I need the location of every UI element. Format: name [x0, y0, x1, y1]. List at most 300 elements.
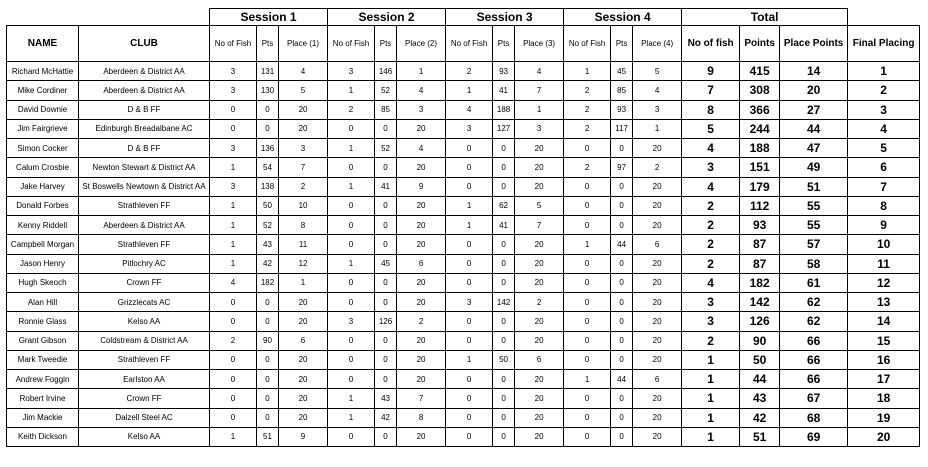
total-fish-cell: 1	[682, 350, 740, 369]
total-points-cell: 51	[740, 427, 780, 446]
total-points-cell: 87	[740, 254, 780, 273]
s3-place-cell: 20	[515, 331, 564, 350]
place-points-cell: 61	[780, 273, 848, 292]
session-4-header: Session 4	[564, 9, 682, 26]
s3-pts-cell: 0	[493, 177, 515, 196]
s2-place-cell: 3	[397, 100, 446, 119]
s1-fish-cell: 1	[210, 254, 257, 273]
final-placing-cell: 10	[848, 235, 920, 254]
total-header: Total	[682, 9, 848, 26]
s3-fish-cell: 0	[446, 389, 493, 408]
place-points-cell: 68	[780, 408, 848, 427]
s1-pts-cell: 0	[257, 408, 279, 427]
s2-place-cell: 7	[397, 389, 446, 408]
s1-fish-cell: 0	[210, 350, 257, 369]
total-fish-cell: 1	[682, 389, 740, 408]
s4-place-cell: 20	[633, 312, 682, 331]
s4-place-cell: 20	[633, 216, 682, 235]
s1-pts-cell: 0	[257, 370, 279, 389]
s2-fish-cell: 3	[328, 312, 375, 331]
club-name: Strathleven FF	[79, 196, 210, 215]
table-row	[7, 177, 920, 196]
table-row	[7, 350, 920, 369]
s3-pts-cell: 188	[493, 100, 515, 119]
s4-fish-cell: 2	[564, 81, 611, 100]
total-fish-cell: 2	[682, 254, 740, 273]
s1-fish-cell: 3	[210, 177, 257, 196]
total-fish-cell: 1	[682, 427, 740, 446]
s1-place-cell: 20	[279, 119, 328, 138]
club-header: CLUB	[79, 26, 210, 62]
club-name: Crown FF	[79, 273, 210, 292]
total-fish-cell: 2	[682, 331, 740, 350]
s2-fish-cell: 0	[328, 216, 375, 235]
s2-fish-cell: 0	[328, 427, 375, 446]
s2-pts-cell: 45	[375, 254, 397, 273]
total-points-header: Points	[740, 26, 780, 62]
s3-place-cell: 5	[515, 196, 564, 215]
total-fish-cell: 4	[682, 139, 740, 158]
s3-fish-cell: 0	[446, 235, 493, 254]
s3-pts-cell: 0	[493, 158, 515, 177]
s2-place-cell: 8	[397, 408, 446, 427]
session-1-header: Session 1	[210, 9, 328, 26]
club-name: Aberdeen & District AA	[79, 216, 210, 235]
s2-pts-cell: 0	[375, 158, 397, 177]
s2-pts-cell: 52	[375, 81, 397, 100]
total-fish-cell: 5	[682, 119, 740, 138]
final-placing-cell: 14	[848, 312, 920, 331]
s3-fish-cell: 0	[446, 177, 493, 196]
table-row	[7, 139, 920, 158]
s2-place-cell: 20	[397, 370, 446, 389]
s3-fish-cell: 0	[446, 312, 493, 331]
s2-fish-header: No of Fish	[328, 26, 375, 62]
club-name: Grizzlecats AC	[79, 293, 210, 312]
angler-name: Andrew Foggin	[7, 370, 79, 389]
s2-fish-cell: 0	[328, 196, 375, 215]
s4-fish-cell: 0	[564, 408, 611, 427]
s1-place-cell: 1	[279, 273, 328, 292]
s4-fish-cell: 0	[564, 427, 611, 446]
s4-place-cell: 20	[633, 196, 682, 215]
place-points-cell: 67	[780, 389, 848, 408]
total-points-cell: 188	[740, 139, 780, 158]
s3-place-cell: 20	[515, 370, 564, 389]
s3-pts-cell: 0	[493, 235, 515, 254]
s3-fish-cell: 0	[446, 254, 493, 273]
s4-place-cell: 4	[633, 81, 682, 100]
s4-fish-cell: 2	[564, 100, 611, 119]
angler-name: Alan Hill	[7, 293, 79, 312]
s3-fish-cell: 0	[446, 331, 493, 350]
s2-fish-cell: 1	[328, 389, 375, 408]
s4-pts-cell: 117	[611, 119, 633, 138]
table-row	[7, 331, 920, 350]
s4-fish-cell: 0	[564, 350, 611, 369]
total-points-cell: 93	[740, 216, 780, 235]
table-row	[7, 119, 920, 138]
s3-fish-cell: 1	[446, 216, 493, 235]
s2-pts-cell: 0	[375, 370, 397, 389]
s4-pts-cell: 0	[611, 254, 633, 273]
s4-pts-cell: 0	[611, 427, 633, 446]
place-points-cell: 55	[780, 196, 848, 215]
s4-pts-cell: 97	[611, 158, 633, 177]
club-name: Aberdeen & District AA	[79, 62, 210, 81]
total-fish-cell: 4	[682, 177, 740, 196]
s4-place-cell: 20	[633, 408, 682, 427]
s3-place-cell: 7	[515, 216, 564, 235]
s1-fish-cell: 1	[210, 216, 257, 235]
place-points-cell: 27	[780, 100, 848, 119]
total-points-cell: 151	[740, 158, 780, 177]
s1-fish-cell: 2	[210, 331, 257, 350]
s3-pts-header: Pts	[493, 26, 515, 62]
place-points-cell: 49	[780, 158, 848, 177]
angler-name: Donald Forbes	[7, 196, 79, 215]
session-header-row	[7, 9, 920, 26]
s2-fish-cell: 0	[328, 370, 375, 389]
table-row	[7, 216, 920, 235]
s3-pts-cell: 127	[493, 119, 515, 138]
s1-fish-cell: 0	[210, 293, 257, 312]
s4-fish-header: No of Fish	[564, 26, 611, 62]
place-points-cell: 58	[780, 254, 848, 273]
s3-pts-cell: 0	[493, 389, 515, 408]
s4-pts-cell: 44	[611, 370, 633, 389]
angler-name: Jim Mackie	[7, 408, 79, 427]
s3-fish-cell: 1	[446, 350, 493, 369]
final-placing-cell: 5	[848, 139, 920, 158]
s2-fish-cell: 0	[328, 273, 375, 292]
s3-place-cell: 1	[515, 100, 564, 119]
s3-fish-cell: 0	[446, 408, 493, 427]
s1-fish-cell: 0	[210, 389, 257, 408]
total-points-cell: 42	[740, 408, 780, 427]
s1-place-cell: 5	[279, 81, 328, 100]
table-row	[7, 389, 920, 408]
s3-pts-cell: 62	[493, 196, 515, 215]
s1-fish-cell: 0	[210, 119, 257, 138]
s3-place-cell: 20	[515, 427, 564, 446]
total-fish-cell: 9	[682, 62, 740, 81]
s4-place-cell: 6	[633, 370, 682, 389]
s1-place-cell: 20	[279, 100, 328, 119]
s2-place-cell: 20	[397, 196, 446, 215]
s4-place-cell: 20	[633, 350, 682, 369]
results-body	[7, 62, 920, 447]
s4-fish-cell: 0	[564, 139, 611, 158]
s2-fish-cell: 1	[328, 408, 375, 427]
s3-place-cell: 20	[515, 389, 564, 408]
s2-pts-header: Pts	[375, 26, 397, 62]
s1-place-cell: 4	[279, 62, 328, 81]
s2-pts-cell: 0	[375, 216, 397, 235]
total-points-cell: 366	[740, 100, 780, 119]
final-placing-cell: 20	[848, 427, 920, 446]
s2-pts-cell: 0	[375, 350, 397, 369]
s4-pts-cell: 0	[611, 408, 633, 427]
s2-pts-cell: 41	[375, 177, 397, 196]
place-points-cell: 47	[780, 139, 848, 158]
total-fish-cell: 7	[682, 81, 740, 100]
club-name: Earlston AA	[79, 370, 210, 389]
s4-pts-cell: 0	[611, 350, 633, 369]
s1-pts-cell: 0	[257, 350, 279, 369]
final-placing-cell: 11	[848, 254, 920, 273]
s4-fish-cell: 1	[564, 235, 611, 254]
club-name: Newton Stewart & District AA	[79, 158, 210, 177]
s3-pts-cell: 0	[493, 370, 515, 389]
place-points-cell: 66	[780, 350, 848, 369]
s1-fish-cell: 0	[210, 370, 257, 389]
s4-place-cell: 20	[633, 427, 682, 446]
total-points-cell: 182	[740, 273, 780, 292]
angler-name: David Downie	[7, 100, 79, 119]
s3-pts-cell: 142	[493, 293, 515, 312]
s3-place-cell: 3	[515, 119, 564, 138]
final-placing-cell: 9	[848, 216, 920, 235]
total-points-cell: 112	[740, 196, 780, 215]
s1-fish-cell: 1	[210, 158, 257, 177]
s4-pts-cell: 0	[611, 216, 633, 235]
s1-pts-cell: 43	[257, 235, 279, 254]
s2-place-cell: 20	[397, 235, 446, 254]
s4-pts-header: Pts	[611, 26, 633, 62]
total-fish-cell: 1	[682, 408, 740, 427]
s2-place-header: Place (2)	[397, 26, 446, 62]
s3-place-cell: 6	[515, 350, 564, 369]
s3-pts-cell: 0	[493, 273, 515, 292]
s1-pts-cell: 182	[257, 273, 279, 292]
table-row	[7, 273, 920, 292]
s4-pts-cell: 0	[611, 273, 633, 292]
s4-fish-cell: 1	[564, 370, 611, 389]
club-name: D & B FF	[79, 100, 210, 119]
total-points-cell: 90	[740, 331, 780, 350]
s4-pts-cell: 85	[611, 81, 633, 100]
s4-place-cell: 20	[633, 293, 682, 312]
s2-pts-cell: 0	[375, 119, 397, 138]
s2-pts-cell: 42	[375, 408, 397, 427]
s3-pts-cell: 0	[493, 331, 515, 350]
s1-place-cell: 7	[279, 158, 328, 177]
results-table	[6, 8, 920, 447]
place-points-header: Place Points	[780, 26, 848, 62]
session-3-header: Session 3	[446, 9, 564, 26]
angler-name: Campbell Morgan	[7, 235, 79, 254]
s4-pts-cell: 0	[611, 293, 633, 312]
angler-name: Jason Henry	[7, 254, 79, 273]
s2-place-cell: 4	[397, 81, 446, 100]
s2-pts-cell: 0	[375, 196, 397, 215]
s2-place-cell: 20	[397, 350, 446, 369]
table-row	[7, 62, 920, 81]
s2-pts-cell: 126	[375, 312, 397, 331]
s4-fish-cell: 0	[564, 177, 611, 196]
s1-pts-cell: 0	[257, 100, 279, 119]
s1-place-cell: 8	[279, 216, 328, 235]
s2-fish-cell: 1	[328, 254, 375, 273]
place-points-cell: 62	[780, 293, 848, 312]
s1-fish-header: No of Fish	[210, 26, 257, 62]
s1-place-cell: 20	[279, 312, 328, 331]
s3-place-cell: 20	[515, 139, 564, 158]
s2-place-cell: 20	[397, 119, 446, 138]
total-fish-cell: 3	[682, 158, 740, 177]
s2-place-cell: 1	[397, 62, 446, 81]
s4-pts-cell: 0	[611, 312, 633, 331]
angler-name: Grant Gibson	[7, 331, 79, 350]
session-2-header: Session 2	[328, 9, 446, 26]
s3-fish-cell: 0	[446, 273, 493, 292]
total-points-cell: 244	[740, 119, 780, 138]
angler-name: Calum Crosbie	[7, 158, 79, 177]
s3-pts-cell: 50	[493, 350, 515, 369]
s1-place-cell: 20	[279, 370, 328, 389]
s1-pts-cell: 50	[257, 196, 279, 215]
table-row	[7, 81, 920, 100]
s4-fish-cell: 0	[564, 293, 611, 312]
s2-pts-cell: 0	[375, 427, 397, 446]
s1-fish-cell: 1	[210, 427, 257, 446]
s2-fish-cell: 0	[328, 331, 375, 350]
club-name: Aberdeen & District AA	[79, 81, 210, 100]
final-placing-header: Final Placing	[848, 26, 920, 62]
s3-fish-cell: 3	[446, 293, 493, 312]
s2-fish-cell: 0	[328, 235, 375, 254]
s3-pts-cell: 0	[493, 408, 515, 427]
s4-place-cell: 6	[633, 235, 682, 254]
final-placing-cell: 13	[848, 293, 920, 312]
s1-pts-cell: 54	[257, 158, 279, 177]
table-row	[7, 370, 920, 389]
s2-place-cell: 20	[397, 427, 446, 446]
table-row	[7, 408, 920, 427]
s2-place-cell: 6	[397, 254, 446, 273]
s4-fish-cell: 0	[564, 389, 611, 408]
s1-fish-cell: 1	[210, 196, 257, 215]
s4-place-cell: 20	[633, 273, 682, 292]
s1-place-cell: 12	[279, 254, 328, 273]
club-name: St Boswells Newtown & District AA	[79, 177, 210, 196]
s4-fish-cell: 0	[564, 254, 611, 273]
s1-place-cell: 2	[279, 177, 328, 196]
s3-place-header: Place (3)	[515, 26, 564, 62]
place-points-cell: 55	[780, 216, 848, 235]
s3-place-cell: 20	[515, 312, 564, 331]
s2-pts-cell: 0	[375, 273, 397, 292]
final-placing-cell: 16	[848, 350, 920, 369]
s1-pts-cell: 42	[257, 254, 279, 273]
total-fish-cell: 8	[682, 100, 740, 119]
place-points-cell: 57	[780, 235, 848, 254]
s1-pts-cell: 0	[257, 389, 279, 408]
s1-fish-cell: 0	[210, 312, 257, 331]
s4-fish-cell: 2	[564, 119, 611, 138]
s1-pts-cell: 130	[257, 81, 279, 100]
s4-fish-cell: 0	[564, 331, 611, 350]
total-points-cell: 142	[740, 293, 780, 312]
s4-fish-cell: 2	[564, 158, 611, 177]
angler-name: Mike Cordiner	[7, 81, 79, 100]
s3-place-cell: 20	[515, 177, 564, 196]
s4-pts-cell: 0	[611, 177, 633, 196]
s3-fish-cell: 0	[446, 370, 493, 389]
s1-fish-cell: 3	[210, 81, 257, 100]
s1-fish-cell: 1	[210, 235, 257, 254]
s1-fish-cell: 0	[210, 100, 257, 119]
s3-pts-cell: 0	[493, 427, 515, 446]
angler-name: Hugh Skeoch	[7, 273, 79, 292]
s1-pts-cell: 136	[257, 139, 279, 158]
total-points-cell: 308	[740, 81, 780, 100]
s3-pts-cell: 0	[493, 139, 515, 158]
final-placing-cell: 3	[848, 100, 920, 119]
s1-pts-cell: 90	[257, 331, 279, 350]
table-row	[7, 100, 920, 119]
total-fish-cell: 2	[682, 196, 740, 215]
club-name: D & B FF	[79, 139, 210, 158]
s4-place-header: Place (4)	[633, 26, 682, 62]
s3-fish-cell: 1	[446, 196, 493, 215]
total-points-cell: 44	[740, 370, 780, 389]
total-fish-header: No of fish	[682, 26, 740, 62]
s1-place-cell: 20	[279, 293, 328, 312]
angler-name: Ronnie Glass	[7, 312, 79, 331]
s1-fish-cell: 3	[210, 139, 257, 158]
club-name: Crown FF	[79, 389, 210, 408]
s1-place-cell: 20	[279, 350, 328, 369]
s2-pts-cell: 0	[375, 331, 397, 350]
s1-place-cell: 20	[279, 389, 328, 408]
s4-pts-cell: 0	[611, 331, 633, 350]
final-placing-cell: 2	[848, 81, 920, 100]
s4-pts-cell: 0	[611, 196, 633, 215]
club-name: Kelso AA	[79, 427, 210, 446]
s1-pts-cell: 0	[257, 312, 279, 331]
s3-place-cell: 2	[515, 293, 564, 312]
s2-pts-cell: 146	[375, 62, 397, 81]
s2-place-cell: 4	[397, 139, 446, 158]
s3-fish-cell: 2	[446, 62, 493, 81]
s3-fish-header: No of Fish	[446, 26, 493, 62]
s2-fish-cell: 1	[328, 177, 375, 196]
place-points-cell: 66	[780, 370, 848, 389]
s1-place-cell: 6	[279, 331, 328, 350]
total-fish-cell: 4	[682, 273, 740, 292]
total-points-cell: 415	[740, 62, 780, 81]
final-placing-cell: 4	[848, 119, 920, 138]
s2-place-cell: 20	[397, 293, 446, 312]
s2-fish-cell: 2	[328, 100, 375, 119]
place-points-cell: 69	[780, 427, 848, 446]
column-header-row	[7, 26, 920, 62]
s1-place-cell: 3	[279, 139, 328, 158]
angler-name: Kenny Riddell	[7, 216, 79, 235]
s4-pts-cell: 93	[611, 100, 633, 119]
s4-place-cell: 20	[633, 254, 682, 273]
total-points-cell: 87	[740, 235, 780, 254]
s2-fish-cell: 1	[328, 81, 375, 100]
s4-place-cell: 5	[633, 62, 682, 81]
final-placing-cell: 19	[848, 408, 920, 427]
s4-fish-cell: 0	[564, 216, 611, 235]
s4-fish-cell: 0	[564, 312, 611, 331]
header-spacer-right	[848, 9, 920, 26]
s4-place-cell: 20	[633, 139, 682, 158]
